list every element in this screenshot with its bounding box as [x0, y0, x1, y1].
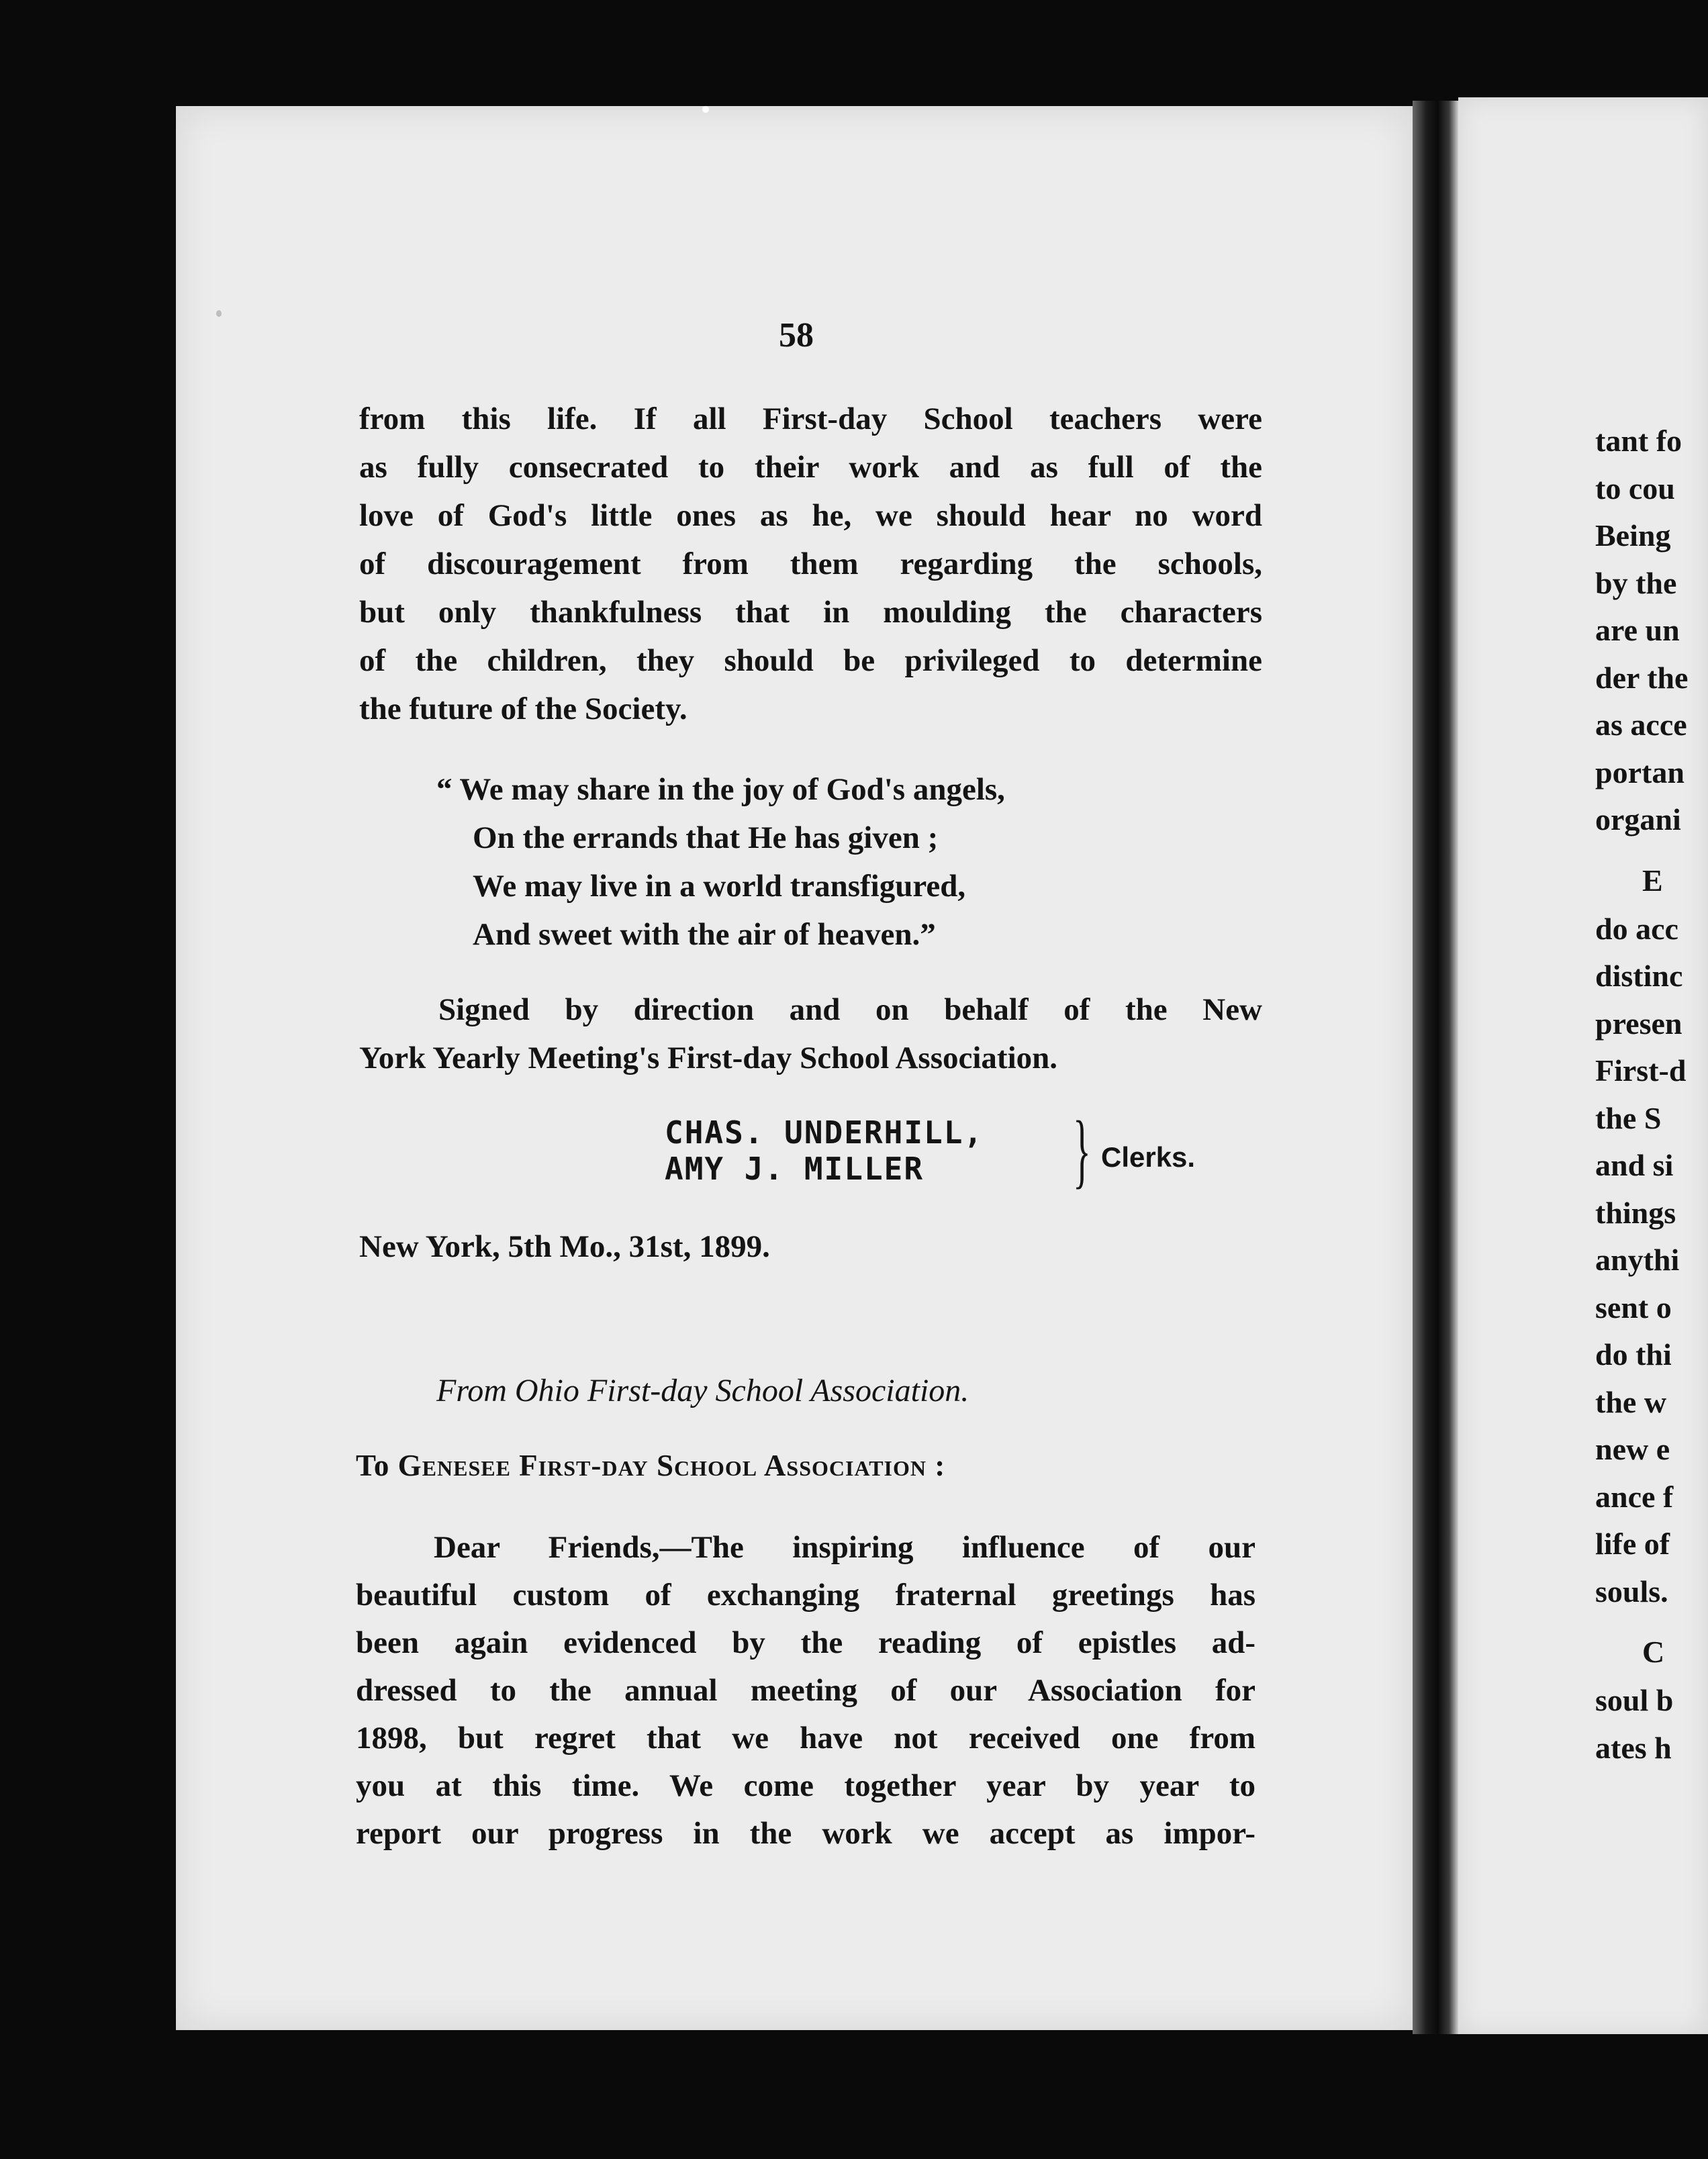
facing-line: do thi: [1595, 1337, 1672, 1372]
text-line: you at this time. We come together year by year to: [356, 1768, 1255, 1803]
text-line: dressed to the annual meeting of our Association for: [356, 1673, 1255, 1708]
facing-line: the S: [1595, 1100, 1662, 1135]
facing-line: the w: [1595, 1384, 1667, 1419]
paper-speck: [216, 310, 222, 317]
facing-line: ance f: [1595, 1479, 1674, 1514]
facing-line: E: [1642, 863, 1663, 898]
text-line: Dear Friends,—The inspiring influence of our: [434, 1530, 1255, 1565]
clerk-name: AMY J. MILLER: [665, 1151, 924, 1187]
facing-line: as acce: [1595, 708, 1687, 742]
text-line: York Yearly Meeting's First-day School Association.: [359, 1041, 1058, 1075]
poem-line: On the errands that He has given ;: [473, 820, 939, 855]
poem-line: “ We may share in the joy of God's angels,: [436, 772, 1005, 807]
salutation-addressee: Genesee First-day School Association: [397, 1449, 927, 1482]
facing-line: new e: [1595, 1432, 1670, 1466]
facing-line: der the: [1595, 660, 1689, 695]
letter-paragraph: [356, 1524, 1255, 1858]
facing-line: souls.: [1595, 1574, 1668, 1609]
facing-line: to cou: [1595, 471, 1675, 506]
facing-line: by the: [1595, 565, 1677, 600]
facing-line: presen: [1595, 1006, 1682, 1041]
text-line: been again evidenced by the reading of epistles ad-: [356, 1625, 1255, 1660]
facing-line: anythi: [1595, 1243, 1680, 1277]
text-line: the future of the Society.: [359, 691, 687, 726]
section-heading: From Ohio First-day School Association.: [436, 1373, 969, 1408]
facing-line: organi: [1595, 802, 1681, 836]
book-gutter: [1413, 101, 1458, 2034]
facing-line: do acc: [1595, 911, 1678, 946]
facing-line: Being: [1595, 518, 1671, 553]
facing-page-text: [1595, 418, 1688, 1772]
paper-speck: [702, 106, 709, 113]
salutation-prefix: To: [356, 1449, 390, 1482]
facing-line: things: [1595, 1195, 1676, 1230]
text-line: of the children, they should be privileged to determine: [359, 643, 1262, 678]
salutation-suffix: :: [927, 1449, 946, 1482]
facing-line: ates h: [1595, 1730, 1672, 1765]
text-line: from this life. If all First-day School teachers were: [359, 401, 1262, 436]
salutation: [356, 1448, 945, 1483]
facing-line: and si: [1595, 1148, 1674, 1182]
poem-quote: [436, 765, 1242, 959]
text-line: report our progress in the work we accept as impor-: [356, 1816, 1255, 1851]
text-line: love of God's little ones as he, we should hear no word: [359, 498, 1262, 533]
poem-line: And sweet with the air of heaven.”: [473, 917, 936, 952]
facing-line: portan: [1595, 755, 1685, 789]
facing-line: sent o: [1595, 1290, 1672, 1325]
text-line: 1898, but regret that we have not received one from: [356, 1721, 1255, 1756]
facing-line: distinc: [1595, 959, 1683, 993]
facing-line: life of: [1595, 1527, 1670, 1561]
text-line: as fully consecrated to their work and as full of the: [359, 450, 1262, 485]
text-line: Signed by direction and on behalf of the New: [438, 992, 1262, 1027]
text-line: of discouragement from them regarding the schools,: [359, 546, 1262, 581]
facing-line: are un: [1595, 613, 1680, 647]
facing-line: soul b: [1595, 1683, 1674, 1717]
text-line: beautiful custom of exchanging fraternal greetings has: [356, 1578, 1255, 1613]
brace-glyph: }: [1073, 1104, 1091, 1196]
facing-line: C: [1642, 1635, 1665, 1669]
clerks-label: Clerks.: [1101, 1141, 1196, 1173]
facing-line: tant fo: [1595, 424, 1682, 458]
signature-statement: [359, 986, 1262, 1082]
text-line: but only thankfulness that in moulding the characters: [359, 595, 1262, 630]
clerk-name: CHAS. UNDERHILL,: [665, 1114, 984, 1151]
clerk-names: [665, 1114, 984, 1187]
facing-line: First-d: [1595, 1053, 1687, 1088]
poem-line: We may live in a world transfigured,: [473, 869, 966, 904]
body-paragraph: [359, 395, 1262, 733]
page-number: 58: [779, 316, 814, 354]
date-line: New York, 5th Mo., 31st, 1899.: [359, 1229, 770, 1264]
